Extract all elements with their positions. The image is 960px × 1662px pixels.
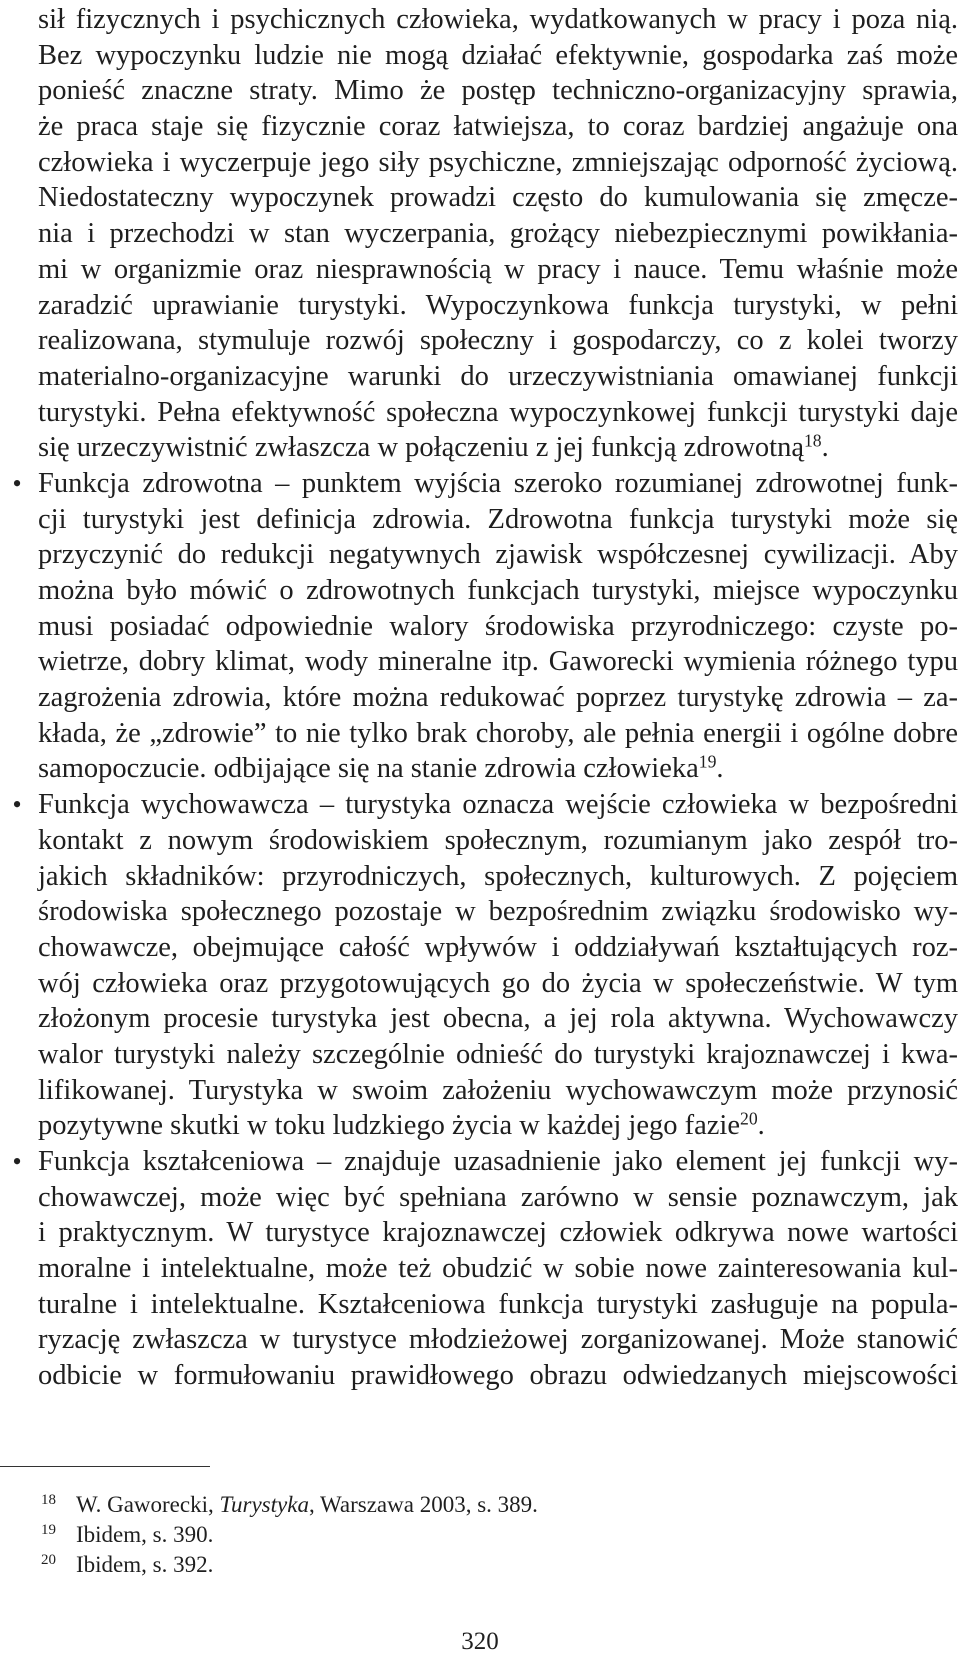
text-line: turystyki. Pełna efektywność społeczna wypoczynkowej funkcji turystyki daje <box>38 396 958 428</box>
text-line-content: pozytywne skutki w toku ludzkiego życia w każdej jego fazie <box>38 1110 740 1142</box>
text-line: mi w organizmie oraz niesprawnością w pracy i nauce. Temu właśnie może <box>38 253 958 285</box>
text-line: Bez wypoczynku ludzie nie mogą działać efektywnie, gospodarka zaś może <box>38 39 958 71</box>
footnote-text: Ibidem, s. 392. <box>76 1552 214 1577</box>
text-line: ponieść znaczne straty. Mimo że postęp techniczno-organizacyjny sprawia, <box>38 75 958 107</box>
footnote-separator <box>0 1466 210 1467</box>
text-line: i praktycznym. W turystyce krajoznawczej człowiek odkrywa nowe wartości <box>38 1217 958 1249</box>
text-line: Niedostateczny wypoczynek prowadzi często do kumulowania się zmęcze- <box>38 182 958 214</box>
footnote-text <box>76 1490 538 1520</box>
intro-paragraph <box>38 2 958 466</box>
text-line: się urzeczywistnić zwłaszcza w połączeniu z jej funkcją zdrowotną$^{18}$. <box>38 430 829 464</box>
text-line: chowawcze, obejmujące całość wpływów i oddziaływań kształtujących roz- <box>38 931 958 963</box>
text-line: pozytywne skutki w toku ludzkiego życia w każdej jego fazie$^{20}$. <box>38 1108 765 1142</box>
text-line: cji turystyki jest definicja zdrowia. Zdrowotna funkcja turystyki może się <box>38 503 958 535</box>
footnote-reference[interactable]: 18 <box>803 430 822 451</box>
text-line: chowawczej, może więc być spełniana zarówno w sensie poznawczym, jak <box>38 1181 958 1213</box>
text-line: realizowana, stymuluje rozwój społeczny i gospodarczy, co z kolei tworzy <box>38 325 958 357</box>
text-line: jakich składników: przyrodniczych, społecznych, kulturowych. Z pojęciem <box>38 860 958 892</box>
footnote-number: 18 <box>41 1492 56 1508</box>
text-line: kontakt z nowym środowiskiem społecznym, rozumianym jako zespół tro- <box>38 824 958 856</box>
page-number: 320 <box>461 1628 499 1655</box>
text-line: Funkcja kształceniowa – znajduje uzasadnienie jako element jej funkcji wy- <box>38 1146 958 1177</box>
text-line: turalne i intelektualne. Kształceniowa funkcja turystyki zasługuje na popula- <box>38 1288 958 1320</box>
bullet-item-health-function <box>12 466 958 787</box>
text-line: sił fizycznych i psychicznych człowieka, wydatkowanych w pracy i poza nią. <box>38 4 958 35</box>
footnote-title: Turystyka <box>219 1492 309 1517</box>
footnote-number: 19 <box>41 1522 56 1538</box>
footnote-number: 20 <box>41 1552 56 1568</box>
text-line: kłada, że „zdrowie” to nie tylko brak choroby, ale pełnia energii i ogólne dobre <box>38 717 958 749</box>
text-line: musi posiadać odpowiednie walory środowiska przyrodniczego: czyste po- <box>38 610 958 642</box>
text-line: zagrożenia zdrowia, które można redukować poprzez turystykę zdrowia – za- <box>38 682 958 714</box>
footnote-item <box>38 1520 918 1550</box>
bullet-item-educational-function <box>12 787 958 1144</box>
text-line: lifikowanej. Turystyka w swoim założeniu wychowawczym może przynosić <box>38 1074 958 1106</box>
text-line-content: samopoczucie. odbijające się na stanie zdrowia człowieka <box>38 753 699 785</box>
text-line-content: się urzeczywistnić zwłaszcza w połączeniu z jej funkcją zdrowotną <box>38 432 804 464</box>
bullet-icon: • <box>12 468 22 498</box>
text-line: zaradzić uprawianie turystyki. Wypoczynkowa funkcja turystyki, w pełni <box>38 289 958 321</box>
footnote-item <box>38 1490 918 1520</box>
footnote-item <box>38 1550 918 1580</box>
text-line: wój człowieka oraz przygotowujących go do życia w społeczeństwie. W tym <box>38 967 958 999</box>
text-line: walor turystyki należy szczególnie odnieść do turystyki krajoznawczej i kwa- <box>38 1038 958 1070</box>
text-line: moralne i intelektualne, może też obudzić w sobie nowe zainteresowania kul- <box>38 1253 958 1285</box>
footnote-reference[interactable]: 19 <box>698 751 717 772</box>
footnote-text: Ibidem, s. 390. <box>76 1522 214 1547</box>
text-line: przyczynić do redukcji negatywnych zjawisk współczesnej cywilizacji. Aby <box>38 539 958 571</box>
text-line: odbicie w formułowaniu prawidłowego obrazu odwiedzanych miejscowości <box>38 1360 958 1392</box>
text-line: człowieka i wyczerpuje jego siły psychiczne, zmniejszając odporność życiową. <box>38 146 958 178</box>
main-text <box>12 2 958 1394</box>
text-line: złożonym procesie turystyka jest obecna, a jej rola aktywna. Wychowawczy <box>38 1003 958 1035</box>
footnote-author: W. Gaworecki, <box>76 1492 220 1517</box>
text-line: środowiska społecznego pozostaje w bezpośrednim związku środowisko wy- <box>38 896 958 928</box>
text-line: można było mówić o zdrowotnych funkcjach turystyki, miejsce wypoczynku <box>38 575 958 606</box>
text-line: ryzację zwłaszcza w turystyce młodzieżowej zorganizowanej. Może stanowić <box>38 1324 958 1356</box>
text-line: że praca staje się fizycznie coraz łatwiejsza, to coraz bardziej angażuje ona <box>38 111 958 143</box>
text-line: nia i przechodzi w stan wyczerpania, grożący niebezpiecznymi powikłania- <box>38 218 958 250</box>
text-line: materialno-organizacyjne warunki do urzeczywistniania omawianej funkcji <box>38 360 958 392</box>
bullet-item-training-function <box>12 1144 958 1394</box>
bullet-icon: • <box>12 1147 22 1176</box>
text-line: Funkcja wychowawcza – turystyka oznacza wejście człowieka w bezpośredni <box>38 789 958 821</box>
footnote-reference[interactable]: 20 <box>739 1108 758 1129</box>
footnotes <box>38 1490 918 1580</box>
text-line: samopoczucie. odbijające się na stanie zdrowia człowieka$^{19}$. <box>38 751 724 785</box>
footnote-rest: , Warszawa 2003, s. 389. <box>308 1492 538 1517</box>
text-line: wietrze, dobry klimat, wody mineralne itp. Gaworecki wymienia różnego typu <box>38 646 958 678</box>
bullet-icon: • <box>12 790 22 820</box>
text-line: Funkcja zdrowotna – punktem wyjścia szeroko rozumianej zdrowotnej funk- <box>38 467 958 499</box>
